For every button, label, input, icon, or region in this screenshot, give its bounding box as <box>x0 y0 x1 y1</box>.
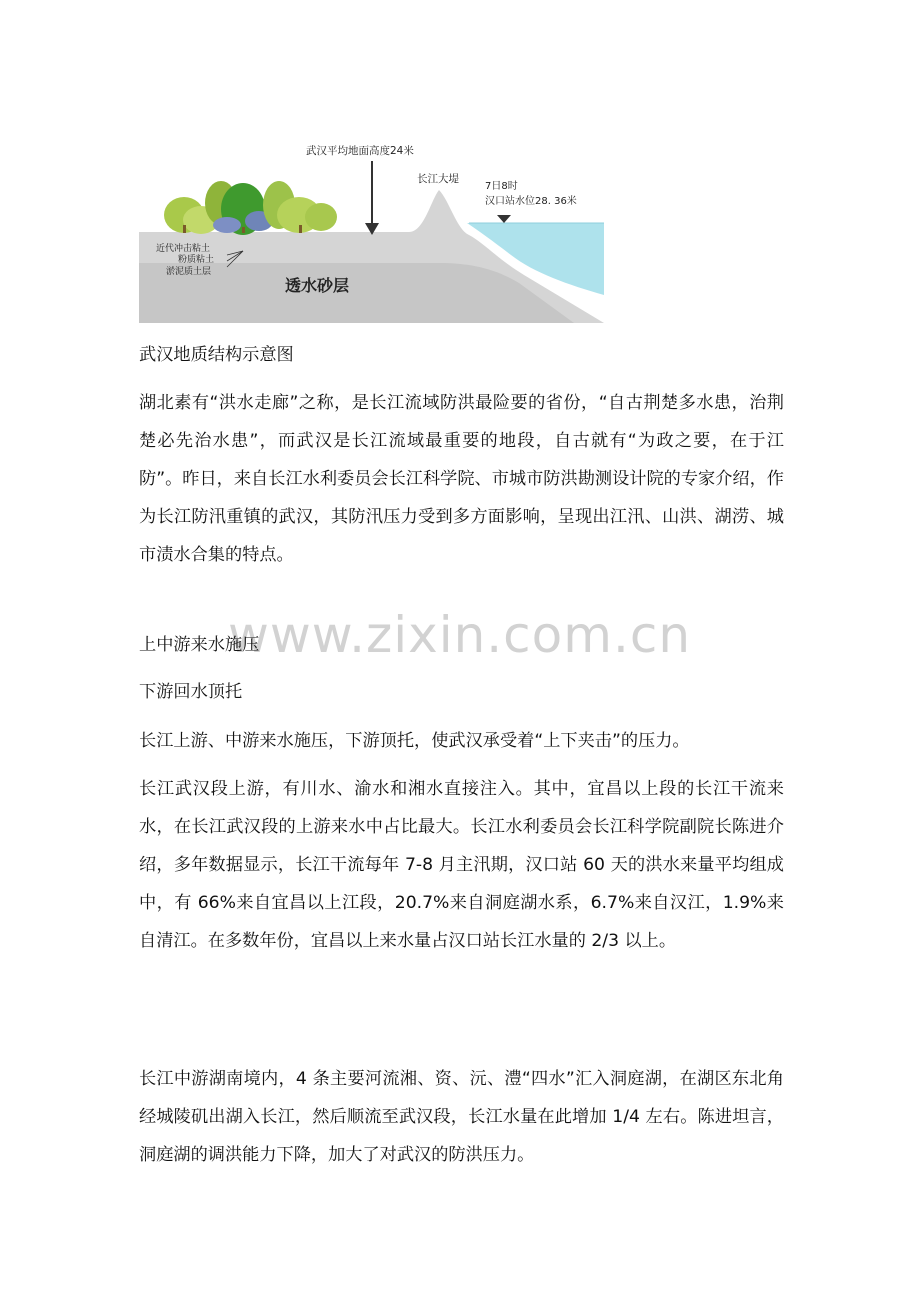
geology-diagram <box>139 135 604 323</box>
trees-illustration <box>164 181 337 235</box>
paragraph-upstream-data: 长江武汉段上游，有川水、渝水和湘水直接注入。其中，宜昌以上段的长江干流来水，在长江武汉段的上游来水中占比最大。长江水利委员会长江科学院副院长陈进介绍，多年数据显示，长江干流每年 7-8 月主汛期，汉口站 60 天的洪水来量平均组成中，有 66%来自宜昌以上江段，20.7%来自洞庭湖水系，6.7%来自汉江，1.9%来自清江。在多数年份，宜昌以上来水量占汉口站长江水量的 2/3 以上。 <box>139 779 784 951</box>
watermark: www.zixin.com.cn <box>228 606 692 664</box>
paragraph-pressure: 长江上游、中游来水施压，下游顶托，使武汉承受着“上下夹击”的压力。 <box>139 731 690 751</box>
levee-label: 长江大堤 <box>417 173 459 185</box>
layer1-label: 近代冲击粘土 <box>156 244 211 254</box>
paragraph-intro: 湖北素有“洪水走廊”之称，是长江流域防洪最险要的省份，“自古荆楚多水患，治荆楚必先治水患”，而武汉是长江流域最重要的地段，自古就有“为政之要，在于江防”。昨日，来自长江水利委员会长江科学院、市城市防洪勘测设计院的专家介绍，作为长江防汛重镇的武汉，其防汛压力受到多方面影响，呈现出江汛、山洪、湖涝、城市渍水合集的特点。 <box>139 393 784 565</box>
ground-height-label: 武汉平均地面高度24米 <box>306 145 414 157</box>
subheading-downstream: 下游回水顶托 <box>139 682 243 702</box>
layer2-label: 粉质粘土 <box>178 255 215 265</box>
layer3-label: 淤泥质土层 <box>166 267 212 277</box>
sand-layer-label: 透水砂层 <box>285 276 350 295</box>
figure-caption: 武汉地质结构示意图 <box>139 345 294 365</box>
subheading-upstream: 上中游来水施压 <box>139 635 260 655</box>
paragraph-dongting: 长江中游湖南境内，4 条主要河流湘、资、沅、澧“四水”汇入洞庭湖，在湖区东北角经城陵矶出湖入长江，然后顺流至武汉段，长江水量在此增加 1/4 左右。陈进坦言，洞庭湖的调洪能力下降，加大了对武汉的防洪压力。 <box>139 1069 784 1165</box>
date-label: 7日8时 <box>485 181 518 192</box>
water-level-label: 汉口站水位28. 36米 <box>485 196 577 207</box>
geology-diagram-svg <box>139 135 604 323</box>
